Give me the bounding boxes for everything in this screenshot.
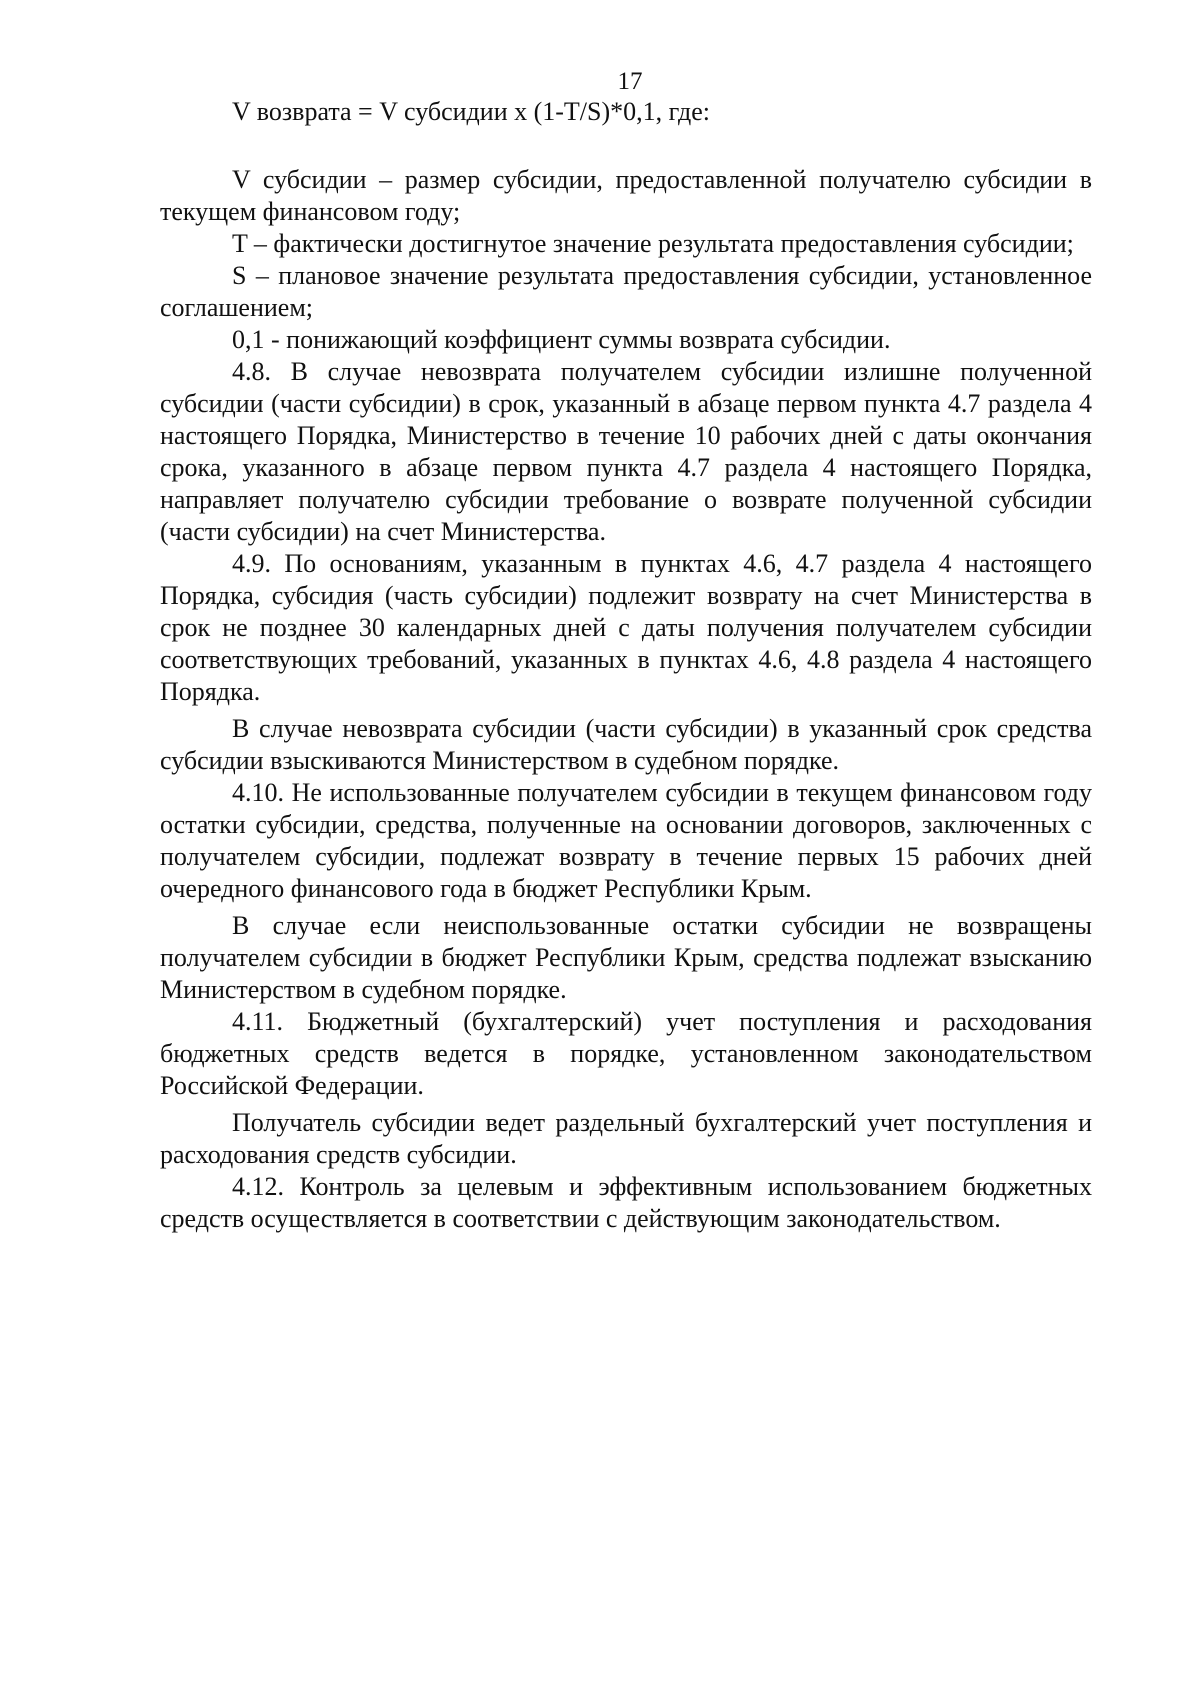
clause-4-10-continuation: В случае если неиспользованные остатки субсидии не возвращены получателем субсидии в бюджет Республики Крым, средства подлежат взысканию Министерством в судебном порядке. [160, 911, 1092, 1004]
definition-coefficient: 0,1 - понижающий коэффициент суммы возврата субсидии. [232, 325, 891, 354]
clause-4-9: 4.9. По основаниям, указанным в пунктах 4.6, 4.7 раздела 4 настоящего Порядка, субсидия (часть субсидии) подлежит возврату на счет Министерства в срок не позднее 30 календарных дней с даты получения получателем субсидии соответствующих требований, указанных в пунктах 4.6, 4.8 раздела 4 настоящего Порядка. [160, 549, 1092, 706]
clause-4-11-continuation: Получатель субсидии ведет раздельный бухгалтерский учет поступления и расходования средств субсидии. [160, 1108, 1092, 1169]
definition-s: S – плановое значение результата предоставления субсидии, установленное соглашением; [160, 261, 1092, 322]
clause-4-12: 4.12. Контроль за целевым и эффективным использованием бюджетных средств осуществляется в соответствии с действующим законодательством. [160, 1172, 1092, 1233]
definition-t: T – фактически достигнутое значение результата предоставления субсидии; [232, 229, 1074, 258]
document-body [160, 164, 1092, 1235]
clause-4-8: 4.8. В случае невозврата получателем субсидии излишне полученной субсидии (части субсидии) в срок, указанный в абзаце первом пункта 4.7 раздела 4 настоящего Порядка, Министерство в течение 10 рабочих дней с даты окончания срока, указанного в абзаце первом пункта 4.7 раздела 4 настоящего Порядка, направляет получателю субсидии требование о возврате полученной субсидии (части субсидии) на счет Министерства. [160, 357, 1092, 546]
refund-formula: V возврата = V субсидии x (1-T/S)*0,1, где: [232, 97, 711, 126]
clause-4-10: 4.10. Не использованные получателем субсидии в текущем финансовом году остатки субсидии, средства, полученные на основании договоров, заключенных с получателем субсидии, подлежат возврату в течение первых 15 рабочих дней очередного финансового года в бюджет Республики Крым. [160, 778, 1092, 903]
clause-4-11: 4.11. Бюджетный (бухгалтерский) учет поступления и расходования бюджетных средств ведется в порядке, установленном законодательством Российской Федерации. [160, 1007, 1092, 1100]
page-number: 17 [617, 68, 643, 95]
definition-v-subsidy: V субсидии – размер субсидии, предоставленной получателю субсидии в текущем финансовом году; [160, 165, 1092, 226]
clause-4-9-continuation: В случае невозврата субсидии (части субсидии) в указанный срок средства субсидии взыскиваются Министерством в судебном порядке. [160, 714, 1092, 775]
